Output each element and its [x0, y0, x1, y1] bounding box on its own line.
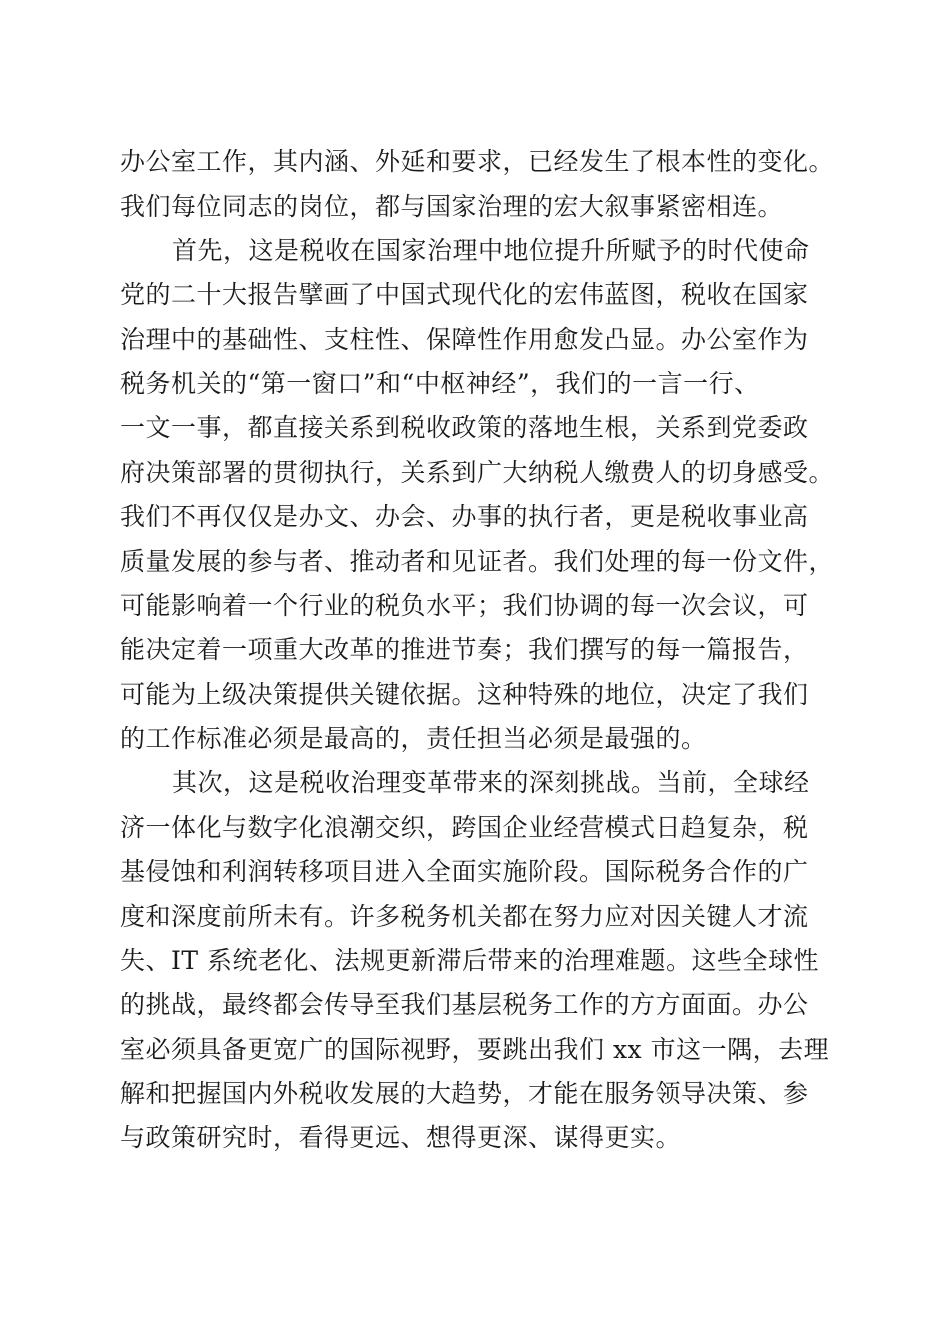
text-line: 济一体化与数字化浪潮交织，跨国企业经营模式日趋复杂，税: [120, 813, 809, 842]
text-line: 失、IT 系统老化、法规更新滞后带来的治理难题。这些全球性: [120, 946, 819, 975]
text-line: 我们每位同志的岗位，都与国家治理的宏大叙事紧密相连。: [120, 192, 784, 221]
text-line: 度和深度前所未有。许多税务机关都在努力应对因关键人才流: [120, 902, 809, 931]
text-line: 能决定着一项重大改革的推进节奏；我们撰写的每一篇报告，: [120, 635, 809, 664]
text-line: 治理中的基础性、支柱性、保障性作用愈发凸显。办公室作为: [120, 325, 809, 354]
text-line: 府决策部署的贯彻执行，关系到广大纳税人缴费人的切身感受。: [120, 458, 835, 487]
paragraph-first-line: 其次，这是税收治理变革带来的深刻挑战。当前，全球经: [172, 768, 810, 797]
text-line: 可能影响着一个行业的税负水平；我们协调的每一次会议，可: [120, 591, 809, 620]
text-line: 的工作标准必须是最高的，责任担当必须是最强的。: [120, 724, 707, 753]
text-line: 室必须具备更宽广的国际视野，要跳出我们 xx 市这一隅，去理: [120, 1035, 830, 1064]
text-line: 与政策研究时，看得更远、想得更深、谋得更实。: [120, 1123, 682, 1152]
text-line: 的挑战，最终都会传导至我们基层税务工作的方方面面。办公: [120, 990, 809, 1019]
text-line: 质量发展的参与者、推动者和见证者。我们处理的每一份文件，: [120, 547, 835, 576]
text-line: 解和把握国内外税收发展的大趋势，才能在服务领导决策、参: [120, 1079, 809, 1108]
text-line: 党的二十大报告擘画了中国式现代化的宏伟蓝图，税收在国家: [120, 280, 809, 309]
text-line: 税务机关的“第一窗口”和“中枢神经”，我们的一言一行、: [120, 369, 760, 398]
text-line: 一文一事，都直接关系到税收政策的落地生根，关系到党委政: [120, 413, 809, 442]
text-line: 可能为上级决策提供关键依据。这种特殊的地位，决定了我们: [120, 680, 809, 709]
text-line: 我们不再仅仅是办文、办会、办事的执行者，更是税收事业高: [120, 502, 809, 531]
text-line: 办公室工作，其内涵、外延和要求，已经发生了根本性的变化。: [120, 147, 835, 176]
paragraph-first-line: 首先，这是税收在国家治理中地位提升所赋予的时代使命: [172, 236, 810, 265]
text-line: 基侵蚀和利润转移项目进入全面实施阶段。国际税务合作的广: [120, 857, 809, 886]
